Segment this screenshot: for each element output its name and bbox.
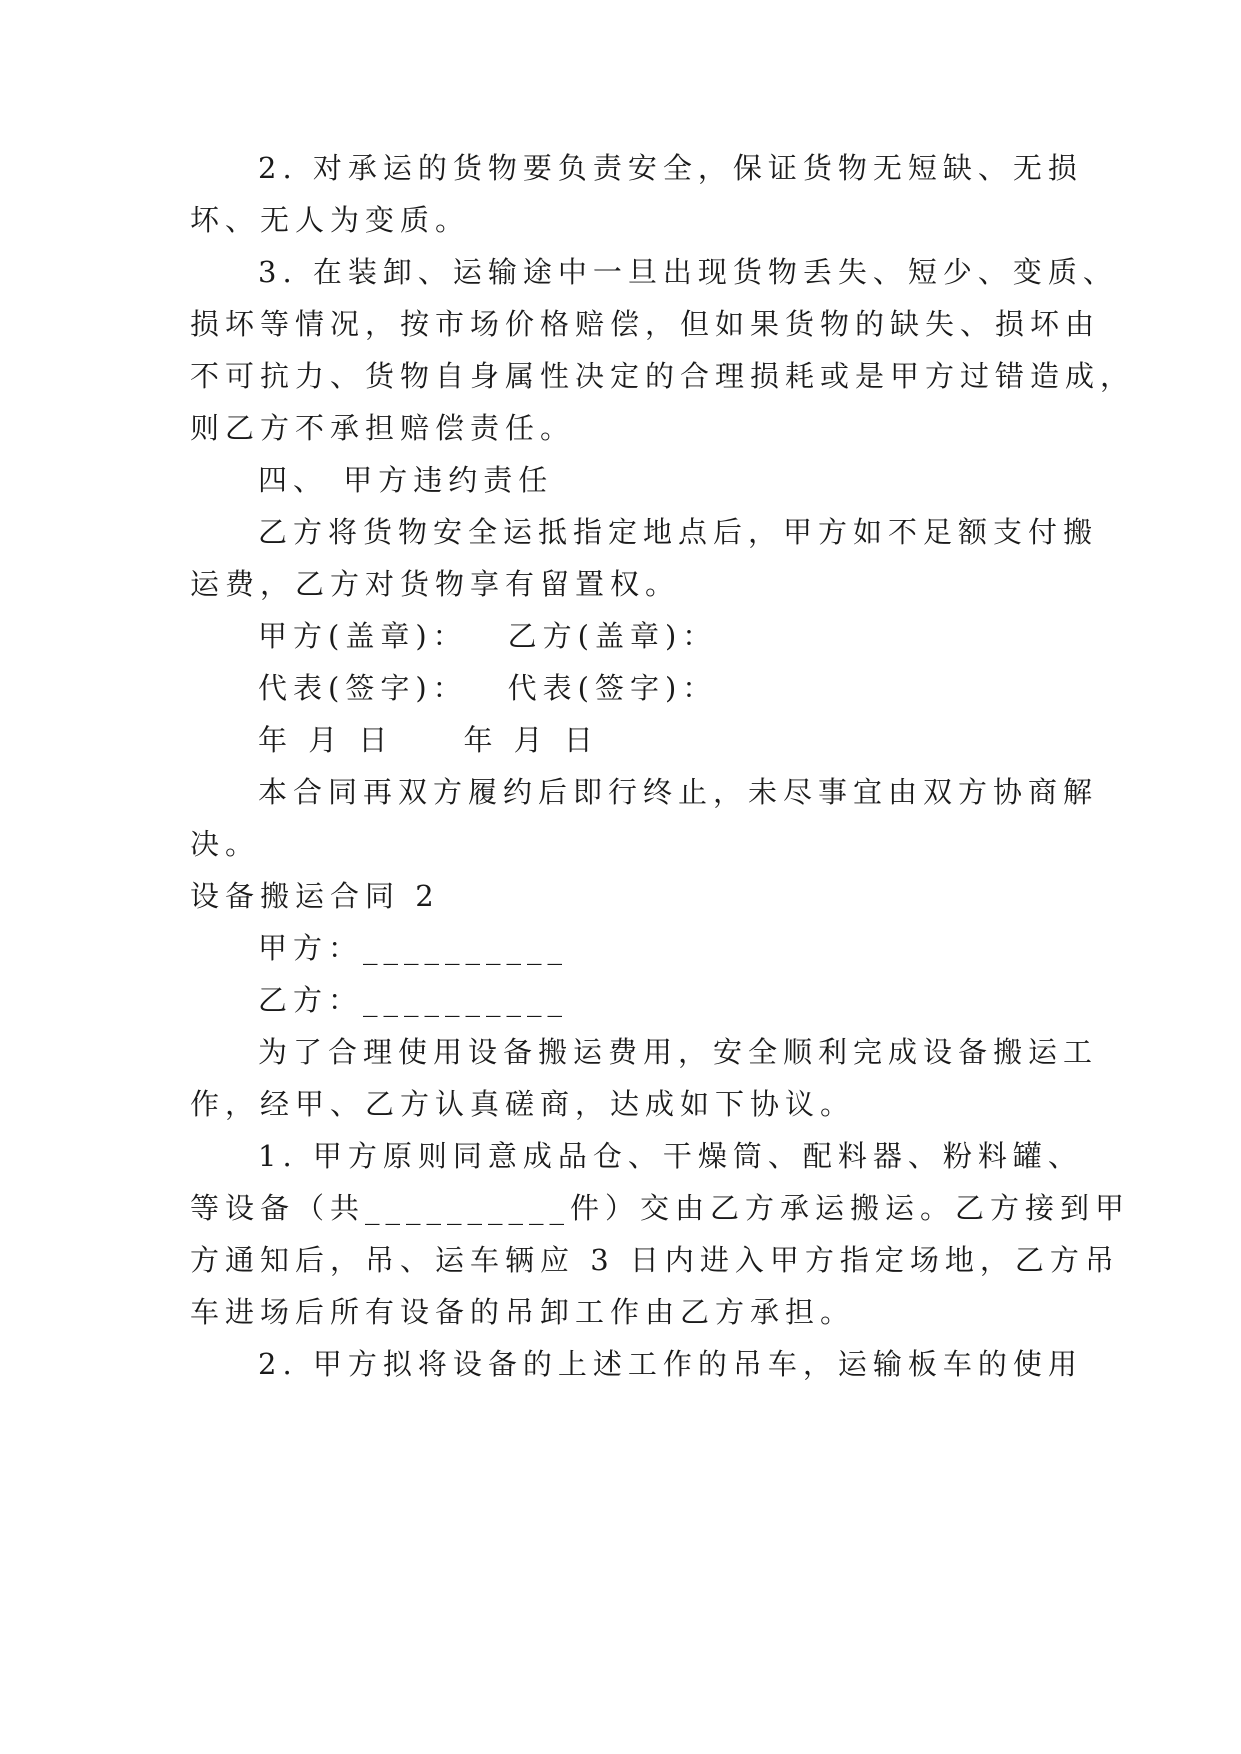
paragraph-line: 方通知后，吊、运车辆应 3 日内进入甲方指定场地，乙方吊	[190, 1243, 1120, 1277]
paragraph-line: 2. 甲方拟将设备的上述工作的吊车，运输板车的使用	[258, 1347, 1083, 1381]
contract-title: 设备搬运合同 2	[190, 879, 440, 913]
paragraph-line: 运费，乙方对货物享有留置权。	[190, 567, 681, 601]
section-heading: 四、 甲方违约责任	[258, 463, 554, 497]
paragraph-line: 等设备（共__________件）交由乙方承运搬运。乙方接到甲	[190, 1191, 1131, 1225]
date-a-label: 年 月 日	[258, 723, 394, 757]
paragraph-line: 为了合理使用设备搬运费用，安全顺利完成设备搬运工	[258, 1035, 1099, 1069]
signature-sign-row	[258, 668, 1138, 708]
paragraph-line: 则乙方不承担赔偿责任。	[190, 411, 576, 445]
paragraph-line: 1. 甲方原则同意成品仓、干燥筒、配料器、粉料罐、	[258, 1139, 1083, 1173]
party-b-seal-label: 乙方(盖章)：	[507, 619, 718, 653]
paragraph-line: 损坏等情况，按市场价格赔偿，但如果货物的缺失、损坏由	[190, 307, 1101, 341]
paragraph-line: 本合同再双方履约后即行终止，未尽事宜由双方协商解	[258, 775, 1099, 809]
signature-date-row	[258, 720, 1138, 760]
paragraph-line: 乙方将货物安全运抵指定地点后，甲方如不足额支付搬	[258, 515, 1099, 549]
date-b-label: 年 月 日	[463, 723, 599, 757]
paragraph-line: 车进场后所有设备的吊卸工作由乙方承担。	[190, 1295, 856, 1329]
rep-b-sign-label: 代表(签字)：	[507, 671, 718, 705]
party-b-field: 乙方：__________	[258, 983, 569, 1017]
paragraph-line: 坏、无人为变质。	[190, 203, 471, 237]
party-a-seal-label: 甲方(盖章)：	[258, 619, 468, 653]
paragraph-line: 2. 对承运的货物要负责安全，保证货物无短缺、无损	[258, 151, 1083, 185]
paragraph-line: 3. 在装卸、运输途中一旦出现货物丢失、短少、变质、	[258, 255, 1118, 289]
rep-a-sign-label: 代表(签字)：	[258, 671, 468, 705]
signature-seal-row	[258, 616, 1138, 656]
party-a-field: 甲方：__________	[258, 931, 569, 965]
paragraph-line: 作，经甲、乙方认真磋商，达成如下协议。	[190, 1087, 856, 1121]
paragraph-line: 决。	[190, 827, 261, 861]
paragraph-line: 不可抗力、货物自身属性决定的合理损耗或是甲方过错造成，	[190, 359, 1136, 393]
